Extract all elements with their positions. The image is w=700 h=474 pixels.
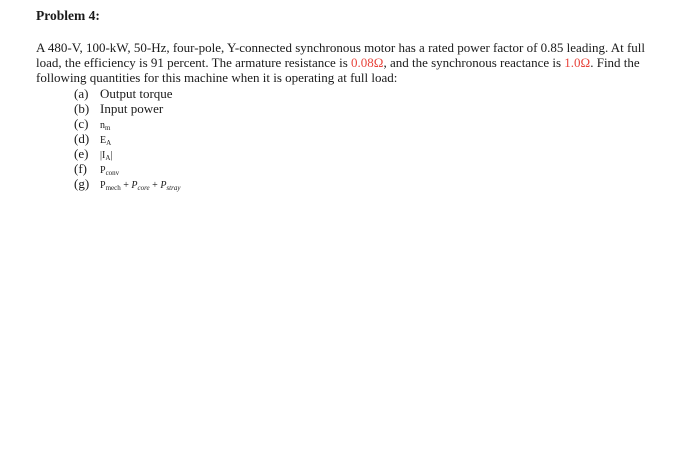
statement-text-3: . Find the following quantities for this machine when it is operating at full load: — [36, 55, 640, 85]
question-item-c — [74, 116, 180, 131]
symbol-subscript: stray — [166, 184, 181, 192]
symbol-subscript: conv — [105, 169, 120, 177]
symbol-main: P — [131, 180, 138, 191]
symbol-subscript: m — [105, 124, 111, 132]
question-item-e — [74, 146, 180, 161]
item-label: (b) — [74, 101, 90, 116]
plus-operator: + — [120, 180, 132, 191]
plus-operator: + — [149, 180, 161, 191]
symbol-main: P — [100, 165, 106, 176]
symbol-subscript: A — [105, 154, 111, 162]
item-label: (a) — [74, 86, 89, 101]
item-label: (f) — [74, 161, 87, 176]
question-list — [74, 86, 180, 191]
symbol-main: P — [160, 180, 167, 191]
question-item-b — [74, 101, 180, 116]
symbol-main: |I — [100, 150, 106, 161]
symbol-subscript: core — [137, 184, 150, 192]
symbol-main: E — [100, 135, 107, 146]
item-text: Input power — [100, 101, 164, 116]
symbol-after: | — [110, 150, 113, 161]
symbol-main: P — [100, 180, 106, 191]
item-text: Output torque — [100, 86, 173, 101]
question-item-d — [74, 131, 180, 146]
symbol-subscript: A — [106, 139, 112, 147]
symbol-subscript: mech — [105, 184, 121, 192]
item-label: (c) — [74, 116, 89, 131]
item-label: (e) — [74, 146, 89, 161]
problem-statement — [36, 40, 664, 85]
question-item-f — [74, 161, 180, 176]
synchronous-reactance-value: 1.0Ω — [564, 55, 591, 70]
item-label: (g) — [74, 176, 90, 191]
problem-title: Problem 4: — [36, 8, 100, 23]
item-label: (d) — [74, 131, 90, 146]
statement-text-1: A 480-V, 100-kW, 50-Hz, four-pole, Y-connected synchronous motor has a rated power factor of 0.85 leading. At full load, the efficiency is 91 percent. The armature resistance is — [36, 40, 646, 70]
statement-text-2: , and the synchronous reactance is — [383, 55, 565, 70]
armature-resistance-value: 0.08Ω — [351, 55, 384, 70]
symbol-main: n — [100, 120, 105, 131]
question-item-a — [74, 86, 180, 101]
question-item-g — [74, 176, 180, 191]
